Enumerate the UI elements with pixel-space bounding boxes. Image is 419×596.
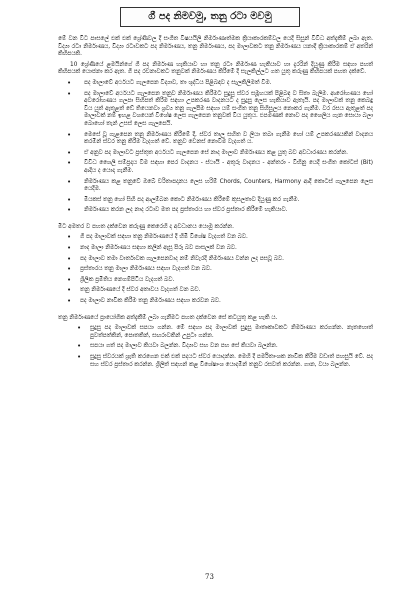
bullet-icon: • xyxy=(67,78,72,87)
bullet-icon: • xyxy=(77,353,82,361)
list-item: • සුදුසු පද මාලාවක් සපයා ගන්න. මේ සඳහා පද මාලාවක් සුදුසු මාතෘකාවකට නිර්මාණය කරගන්න. නැතහොත් පුවත්පත්කින්, පොතකින්, සඟරාවකින් උපුටා ගන්න. xyxy=(77,324,373,339)
bullet-icon: • xyxy=(67,265,72,274)
page-title: ගී පද නිමවමු, තනු රටා මවමු xyxy=(120,7,300,27)
list-item: • පද මාලාව නාවික කිරීම තනු නිර්මාණය සඳහා කරවන බව. xyxy=(67,297,221,306)
bullet-icon: • xyxy=(67,297,72,306)
bullet-icon: • xyxy=(67,254,72,263)
grade-paragraph: 10 ශ්‍රේණියේ ළමයින්ගේ ගී පද නිර්මාණ හැකියාව හා තනු රටා නිර්මාණ හැකියාව හා දැරරින් දියුණු කිරීම සඳහා පහත් කිහිපයක් යොජනා කර ඇත. ගී පද රචනාවකට තනුවක් නිර්මාණය කිරීමේ දී සැලකිල්ලට ගත යුතු කරුණු කිහිපයක් පහත දක්වේ. xyxy=(58,61,373,76)
list-item: • විවිධ ශෛලි සම්ප්‍රදාය වීම සඳහා පෙර වාදනය - ස්ථායී - අතුරු වාදනය - අන්තරා - විභිනු යෙදී සංගීත කෝටස් (Bit) ආදිය ද යොදා ගැනීම. xyxy=(67,159,373,174)
activity-intro: මීට අමතර ව පහත දක්වෙන කරුණු කෙරෙහි ද අවධානය යොමු කරන්න. xyxy=(58,223,234,230)
guideline-list xyxy=(58,80,373,215)
bullet-icon: • xyxy=(67,244,72,253)
list-item: • තනු නිර්මාණයේ දී ස්වර අතාවය වැදගත් වන බව. xyxy=(67,286,201,295)
bullet-icon: • xyxy=(67,89,72,98)
list-item: • නිර්මාණය කරන ලද නාද රටාව මත පද ප්‍රස්තාරය හා ස්වර ප්‍රස්තාර කිරීමේ හැකියාව. xyxy=(67,206,288,215)
creation-steps-list xyxy=(58,325,373,369)
bullet-icon: • xyxy=(67,130,72,139)
list-item: • සපයා ගත් පද මාලාව කියවා බලන්න. විද්‍යාව සහ වන පහ සේ කියවා බලන්න. xyxy=(77,342,278,351)
bullet-icon: • xyxy=(67,159,72,168)
list-item: • මෙසේ වූ ගැළපෙන තනු නිර්මාණය කිරීමේ දී, ස්වර තාල සහිත ව ලියා තබා ගැනීම හෝ යම් උපකරණයකින් වාදනය කරමින් ස්වර තනු කිරීම වැදගත් වේ. තනුව වෙනස් නොවීම වැදගත් ය. xyxy=(67,130,373,146)
list-item: • නාද මාලා නිර්මාණය සඳහා කලින් ඇසූ පිරූ බව පාසලක් වන බව. xyxy=(67,244,237,253)
list-item: • සුදුසු ස්වරයක් ශ්‍රැති කරගෙන එක් එක් පදයට ස්වර යොදන්න. මෙහි දී පර්මිතාංශක නාවික කිරීම වඩාත් පහසුයි වේ. පද සහ ස්වර ප්‍රස්තාර කරන්න. ශ්‍රිලිත් සඳහන් කළ විශේෂාංශ යොදමින් තනුව රසවත් කරන්න. ගාන, වයා බලන්න. xyxy=(77,353,373,368)
bullet-icon: • xyxy=(67,148,72,157)
list-item: • පද මාලාව තමා වාර්තාවක ගැලපෙනවාද නම් නිවැරදි නිර්මාණය වන්න ලද පසවූ බව. xyxy=(67,254,285,263)
bullet-icon: • xyxy=(67,275,72,284)
list-item: • නිර්මාණය කළ තනුවේ ඔබේ චරිතාපදානය ලෙස හරිම් Chords, Counters, Harmony ආදී කොටස් ගැලපෙන ලෙස යෙදීම. xyxy=(67,177,373,193)
bullet-icon: • xyxy=(77,342,82,351)
bullet-icon: • xyxy=(67,195,72,204)
consideration-list xyxy=(58,234,373,305)
list-item: • පද මාලාවේ අර්ථයට ගැලපෙන තනුව නිර්මාණය කිරීමට සුදුසු ස්වර සමූහයක් පිළිබඳ ව සිතා බැලීම. ආරෝහණය හෝ අවරෝහණය ගලපා සිහිපත් කිරීම සඳහා උපකරණ වාදනයට ද සුදුසු ලෙස හැකියාව ඇතැයි. පද මාලාවක් තනු කෙබඳු විය යුත් ඇතුළත් ඩේ තියෙනවා ශ්‍රව්‍ය තනු ගැලපීම සඳහා යම් සංගීත තනු සිහිසුලය නොකර ගැනීම. වර රසය ඇතුළත් පද මාලාවක් නම් ඉහළ වශයෙන් විශේෂ ලෙස ගැලපෙන තනුවක් විය යුතුය. එපමණක් නොව පද ශෛලිය ගැන සොයා බලා බොහෝ තැන් උසස් ලෙස ගැලපෙයි. xyxy=(67,89,373,127)
list-item: • ඒ අනුව පද මාලාවට ප්‍රස්තුත අර්ථයට ගැලපෙන සේ නාද මාලාව නිර්මාණය කළ යුතු බව අවධාරණය කරන්න. xyxy=(67,148,348,157)
intro-paragraph: මේ වන විට පාසලේ එක් එක් ශ්‍රේණිවල දී සංගීත විෂයයිලී නිර්මාණාත්මක ක්‍රියාකාරකම්වල යෙදී සිසුන් විවිධ අත්දැකීම් ලබා ඇත. විද්‍යා රටා නිර්මාණය, විද්‍යා රටාවකට පද නිර්මාණය, තනු නිර්මාණය, පද මාලාවකට තනු නිර්මාණය යනාදී ක්‍රියාකාරකම් ඒ අතරින් කිහිපයකි. xyxy=(58,36,373,58)
list-item: • ශ්‍රිලීක ප්‍රමිතිය නෙගම්පිටිය වැදගත් බව. xyxy=(67,275,175,284)
bullet-icon: • xyxy=(77,324,82,333)
bullet-icon: • xyxy=(67,286,72,295)
list-item: • ප්‍රස්තාරය තනු මාලා නිර්මාණය සඳහා වැදගත් වන බව. xyxy=(67,265,212,274)
body-content xyxy=(58,36,373,372)
list-item: • මියකස් තනු හෝ සිහි පද ආලම්බන කොට නිර්මාණය කිරීමේ කුසලතාව දියුණු කර ගැනීම. xyxy=(67,195,300,204)
page-number: 73 xyxy=(205,573,214,581)
bullet-icon: • xyxy=(67,177,72,186)
bullet-icon: • xyxy=(67,206,72,215)
list-item: • පද මාලාවේ අර්ථයට ගැලපෙන විද්‍යාව, තා ශුද්ධිය පිළිබඳව ද සැලකිලිමත් වීම. xyxy=(67,78,272,87)
bullet-icon: • xyxy=(67,233,72,242)
list-item: • ගී පද මාලාවක් සඳහා තනු නිර්මාණයේ දී හිමි විශේෂ වැදගත් වන බව. xyxy=(67,233,248,242)
creation-intro: තනු නිර්මාණයේ ප්‍රායෝගික අත්දැකීම් ලබා ගැනීමට පහත දක්වෙන සේ කටයුතු කළ හැකි ය. xyxy=(58,314,278,321)
